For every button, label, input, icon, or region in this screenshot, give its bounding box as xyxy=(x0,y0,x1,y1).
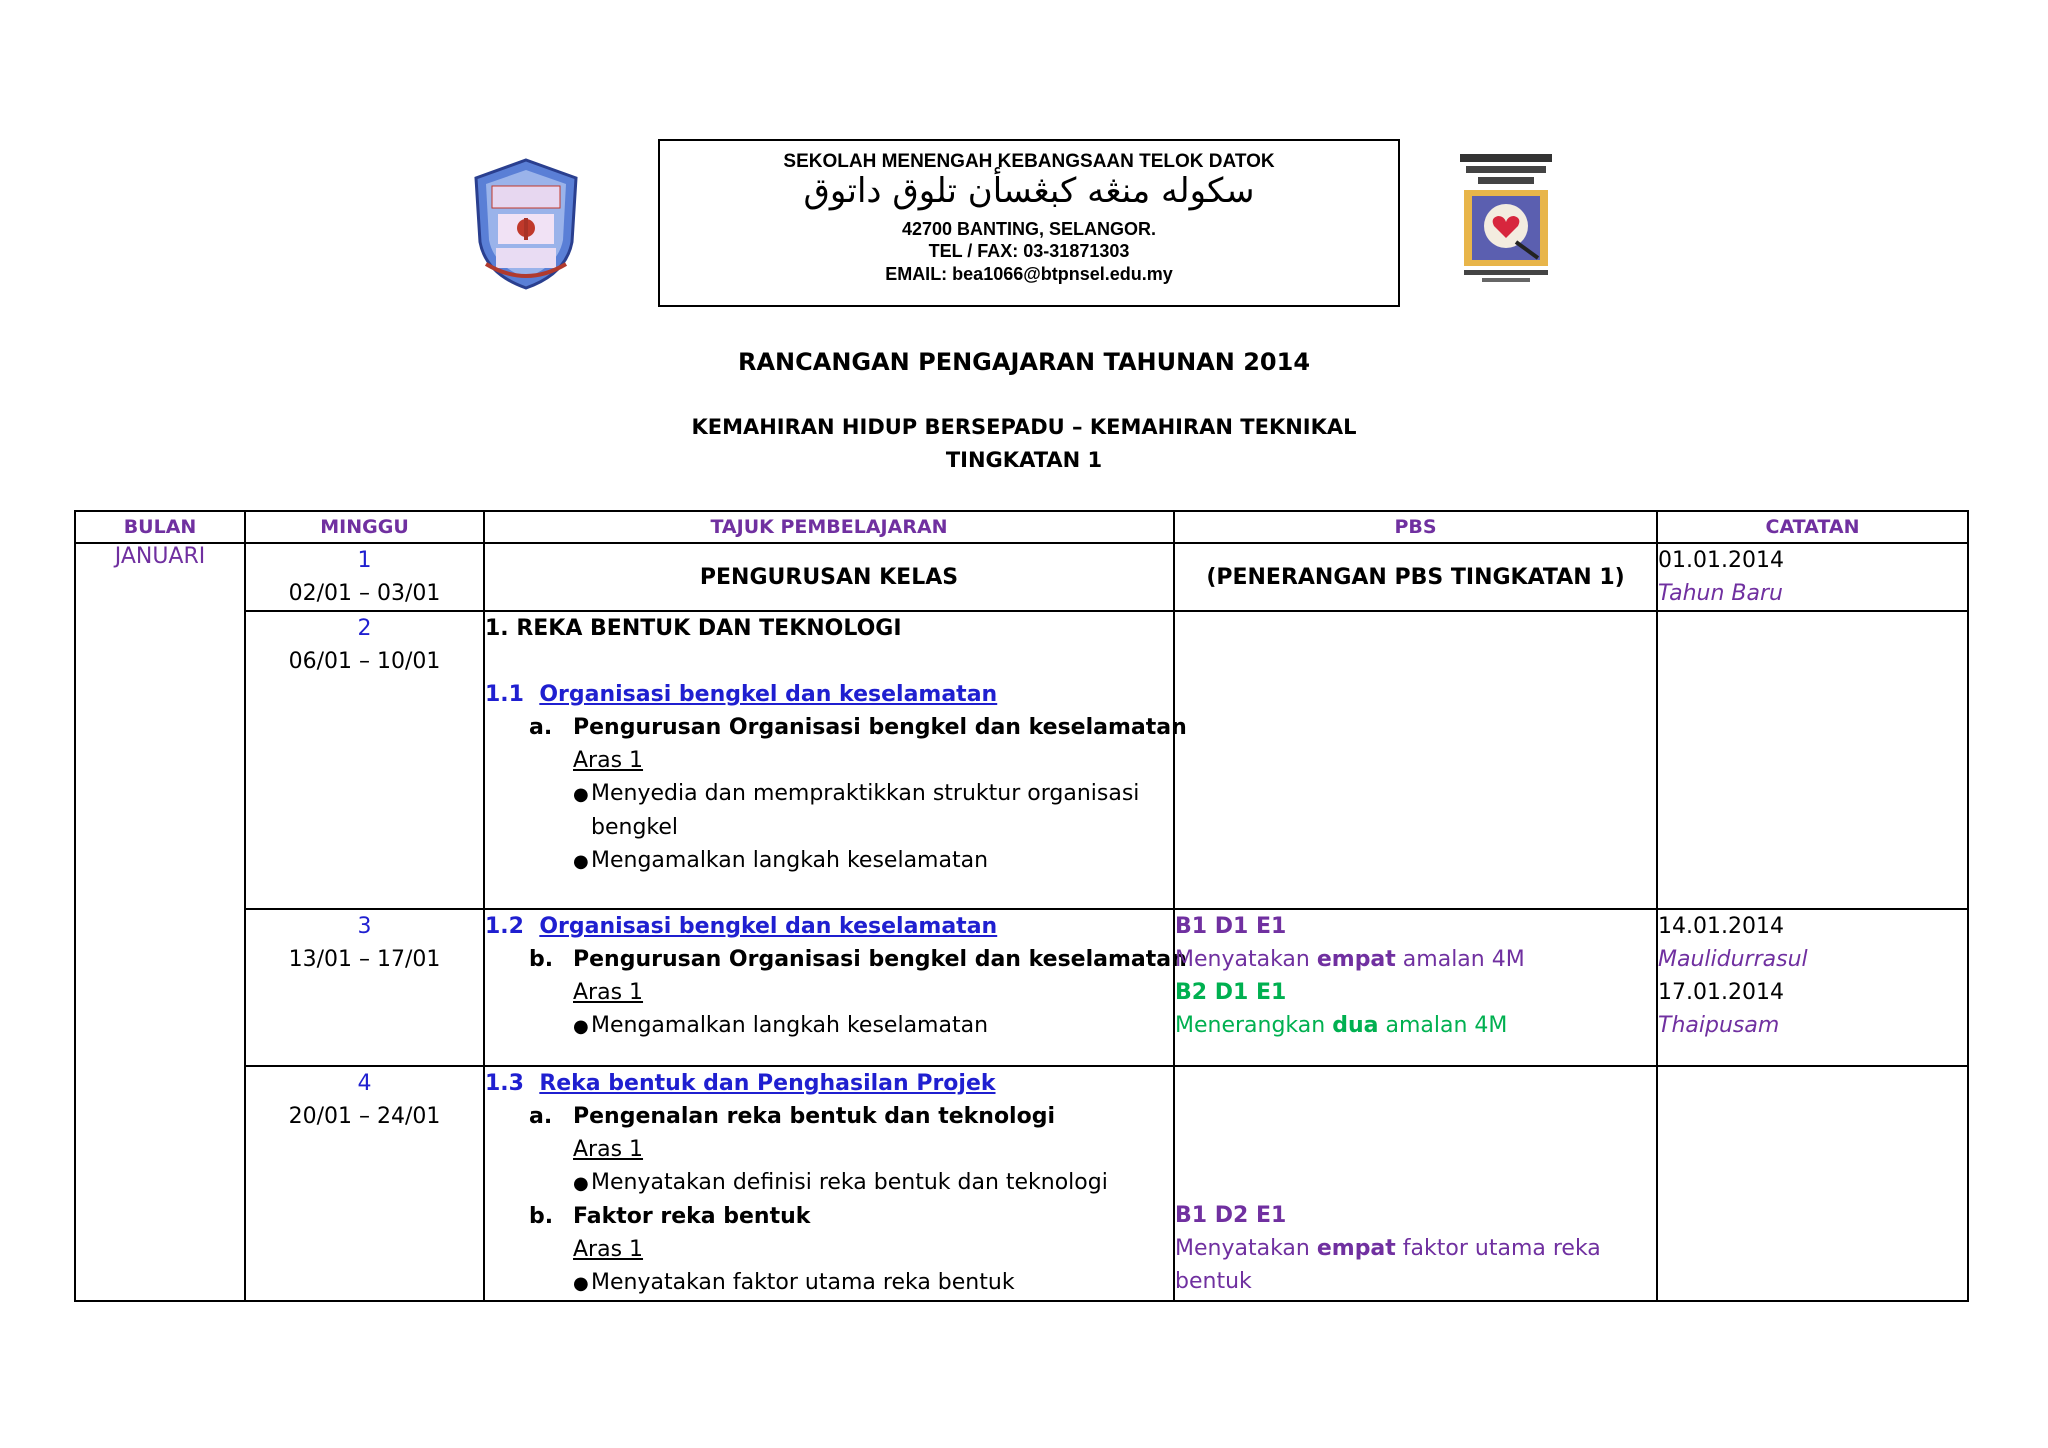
note-text: Thaipusam xyxy=(1658,1013,1780,1038)
topic-cell xyxy=(484,1066,1174,1301)
level-label: Aras 1 xyxy=(573,1237,644,1262)
note-cell xyxy=(1657,611,1968,909)
bullet-item: ● Mengamalkan langkah keselamatan xyxy=(573,1013,989,1038)
level-label: Aras 1 xyxy=(573,1137,644,1162)
week-dates: 06/01 – 10/01 xyxy=(288,649,441,674)
level-label: Aras 1 xyxy=(573,748,644,773)
week-number: 1 xyxy=(357,548,372,573)
level-label: Aras 1 xyxy=(573,980,644,1005)
table-row xyxy=(75,611,1968,909)
week-cell xyxy=(245,543,484,611)
subject-title: KEMAHIRAN HIDUP BERSEPADU – KEMAHIRAN TEKNIKAL xyxy=(691,415,1357,439)
table-header-row xyxy=(75,511,1968,543)
note-cell xyxy=(1657,909,1968,1066)
column-header-bulan: BULAN xyxy=(75,511,245,543)
topic-item: a. Pengenalan reka bentuk dan teknologi xyxy=(529,1104,1056,1129)
column-header-pbs: PBS xyxy=(1174,511,1657,543)
topic-cell: PENGURUSAN KELAS xyxy=(484,543,1174,611)
subtopic-link[interactable]: Organisasi bengkel dan keselamatan xyxy=(539,914,998,939)
form-title: TINGKATAN 1 xyxy=(945,448,1103,472)
pbs-descriptor: Menyatakan empat amalan 4M xyxy=(1175,947,1525,972)
topic-item: a. Pengurusan Organisasi bengkel dan keselamatan xyxy=(529,715,1187,740)
column-header-catatan: CATATAN xyxy=(1657,511,1968,543)
week-cell xyxy=(245,909,484,1066)
week-dates: 20/01 – 24/01 xyxy=(288,1104,441,1129)
subtopic: 1.1 Organisasi bengkel dan keselamatan xyxy=(485,682,998,707)
subtopic: 1.3 Reka bentuk dan Penghasilan Projek xyxy=(485,1071,996,1096)
week-dates: 02/01 – 03/01 xyxy=(288,581,441,606)
school-telephone: TEL / FAX: 03-31871303 xyxy=(928,241,1130,261)
school-header-box xyxy=(658,139,1400,307)
note-text: Maulidurrasul xyxy=(1658,947,1808,972)
bullet-item-continued: bengkel xyxy=(591,815,679,840)
bullet-item: ● Menyatakan definisi reka bentuk dan teknologi xyxy=(573,1170,1108,1195)
school-name-jawi: سكوله منڠه كبڠسأن تلوق داتوق xyxy=(803,171,1255,211)
column-header-minggu: MINGGU xyxy=(245,511,484,543)
pbs-code: B1 D2 E1 xyxy=(1175,1203,1287,1228)
subtopic-link[interactable]: Reka bentuk dan Penghasilan Projek xyxy=(539,1071,996,1096)
note-text: Tahun Baru xyxy=(1658,581,1783,606)
bullet-item: ● Mengamalkan langkah keselamatan xyxy=(573,848,989,873)
column-header-tajuk: TAJUK PEMBELAJARAN xyxy=(484,511,1174,543)
note-date: 17.01.2014 xyxy=(1658,980,1784,1005)
pbs-code: B1 D1 E1 xyxy=(1175,914,1287,939)
topic-cell xyxy=(484,611,1187,909)
pbs-code: B2 D1 E1 xyxy=(1175,980,1287,1005)
subtopic: 1.2 Organisasi bengkel dan keselamatan xyxy=(485,914,998,939)
table-row xyxy=(75,909,1968,1066)
month-cell: JANUARI xyxy=(75,543,245,1301)
note-cell xyxy=(1657,543,1968,611)
table-row xyxy=(75,1066,1968,1301)
pbs-descriptor: Menyatakan empat faktor utama reka xyxy=(1175,1236,1601,1261)
bullet-item: ● Menyedia dan mempraktikkan struktur organisasi xyxy=(573,781,1140,806)
week-number: 3 xyxy=(357,914,372,939)
school-name: SEKOLAH MENENGAH KEBANGSAAN TELOK DATOK xyxy=(783,151,1275,172)
subtopic-link[interactable]: Organisasi bengkel dan keselamatan xyxy=(539,682,998,707)
pbs-cell xyxy=(1174,1066,1657,1301)
topic-item: b. Pengurusan Organisasi bengkel dan keselamatan xyxy=(529,947,1187,972)
week-number: 4 xyxy=(357,1071,372,1096)
pbs-cell xyxy=(1174,611,1657,909)
topic-heading: 1. REKA BENTUK DAN TEKNOLOGI xyxy=(485,616,902,641)
note-date: 01.01.2014 xyxy=(1658,548,1784,573)
pbs-cell: (PENERANGAN PBS TINGKATAN 1) xyxy=(1174,543,1657,611)
table-row xyxy=(75,543,1968,611)
bullet-item: ● Menyatakan faktor utama reka bentuk xyxy=(573,1270,1015,1295)
plan-title: RANCANGAN PENGAJARAN TAHUNAN 2014 xyxy=(737,348,1311,376)
mendidik-jiwa-dan-minda-logo xyxy=(1456,150,1556,286)
pbs-descriptor-continued: bentuk xyxy=(1175,1269,1252,1294)
week-number: 2 xyxy=(357,616,372,641)
topic-item: b. Faktor reka bentuk xyxy=(529,1204,811,1229)
topic-cell xyxy=(484,909,1187,1066)
note-cell xyxy=(1657,1066,1968,1301)
note-date: 14.01.2014 xyxy=(1658,914,1784,939)
week-cell xyxy=(245,1066,484,1301)
yearly-plan-table xyxy=(74,510,1969,1302)
pbs-cell xyxy=(1174,909,1657,1066)
pbs-descriptor: Menerangkan dua amalan 4M xyxy=(1175,1013,1508,1038)
school-crest-icon xyxy=(468,156,584,292)
week-dates: 13/01 – 17/01 xyxy=(288,947,441,972)
school-address: 42700 BANTING, SELANGOR. xyxy=(901,219,1157,239)
week-cell xyxy=(245,611,484,909)
school-email: EMAIL: bea1066@btpnsel.edu.my xyxy=(885,264,1173,284)
